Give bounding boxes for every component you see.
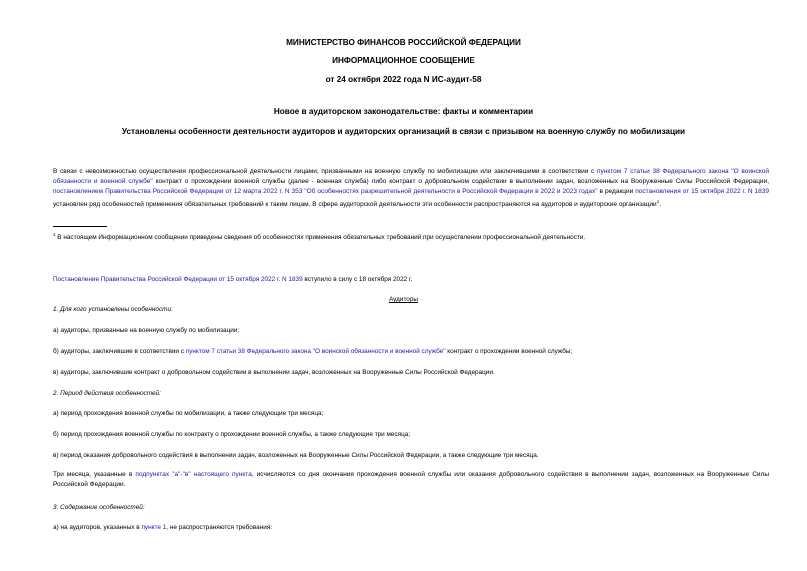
decree-line — [53, 276, 412, 283]
intro-text-4: установлен ряд особенностей применения обязательных требований к таким лицам. В сфере аудиторской деятельности эти особенности распространяются на аудиторов и аудиторские организации — [53, 201, 657, 209]
subpoints-link[interactable]: подпунктах "а"-"в" настоящего пункта — [135, 471, 252, 478]
document-subtitle: Новое в аудиторском законодательстве: факты и комментарии — [273, 107, 534, 116]
period-a: а) период прохождения военной службы по мобилизации, а также следующие три месяца; — [53, 410, 324, 417]
intro-text-2: контракт о прохождении военной службы (далее - военная служба) либо контракт о добровольном содействии в выполнении задач, возложенных на Вооруженные Силы Российской Федерации, — [152, 178, 769, 185]
decree-text: вступило в силу с 18 октября 2022 г. — [302, 276, 413, 283]
section-heading: Аудиторы — [388, 296, 419, 303]
footnote-text: В настоящем Информационном сообщении приведены сведения об особенностях применения обязательных требований при осуществлении профессиональной деятельности. — [57, 234, 586, 242]
item-a: а) аудиторы, призванные на военную службу по мобилизации; — [53, 327, 240, 334]
question-1: 1. Для кого установлены особенности: — [53, 306, 173, 313]
intro-text-5: . — [659, 201, 662, 209]
document-type: ИНФОРМАЦИОННОЕ СООБЩЕНИЕ — [332, 56, 475, 65]
content-a-text-2: , не распространяются требования: — [166, 524, 273, 531]
item-b — [53, 348, 572, 355]
footnote — [53, 232, 585, 241]
item-b-text-1: б) аудиторы, заключившие в соответствии с — [53, 348, 186, 355]
decree-link[interactable]: Постановление Правительства Российской Федерации от 15 октября 2022 г. N 1839 — [53, 276, 303, 283]
content-a-text-1: а) на аудиторов, указанных в — [53, 524, 142, 531]
period-v: в) период оказания добровольного содействия в выполнении задач, возложенных на Вооруженные Силы Российской Федерации, а также следующие три месяца. — [53, 452, 539, 459]
document-title: Установлены особенности деятельности аудиторов и аудиторских организаций в связи с призывом на военную службу по мобилизации — [121, 127, 686, 136]
item-b-text-2: контракт о прохождении военной службы; — [445, 348, 573, 355]
period-b: б) период прохождения военной службы по контракту о прохождении военной службы, а также следующие три месяца; — [53, 431, 411, 438]
terms-text-2: , исчисляются со дня окончания прохождения военной службы или оказания добровольного содействия в выполнении задач, возложенных на Вооруженные Силы Российской Федерации. — [53, 471, 769, 488]
question-2: 2. Период действия особенностей: — [53, 390, 161, 397]
intro-text-1: В связи с невозможностью осуществления профессиональной деятельности лицами, призванными на военную службу по мобилизации или заключившими в соответствии с — [53, 168, 597, 175]
three-months-paragraph — [53, 470, 769, 490]
footnote-mark: 1 — [53, 232, 56, 237]
ministry-heading: МИНИСТЕРСТВО ФИНАНСОВ РОССИЙСКОЙ ФЕДЕРАЦИИ — [286, 38, 521, 47]
footnote-reference[interactable]: 1 — [656, 199, 660, 204]
item-v: в) аудиторы, заключившие контракт о добровольном содействии в выполнении задач, возложенных на Вооруженные Силы Российской Федерации. — [53, 369, 495, 376]
question-3: 3. Содержание особенностей: — [53, 504, 145, 511]
document-date: от 24 октября 2022 года N ИС-аудит-58 — [325, 75, 482, 84]
point-1-link[interactable]: пункте 1 — [141, 524, 167, 531]
item-b-law-link[interactable]: пунктом 7 статьи 38 Федерального закона "О воинской обязанности и военной службе" — [185, 348, 446, 355]
law-link[interactable]: пунктом 7 статьи 38 Федерального закона "О воинской обязанности и военной службе" — [53, 168, 769, 185]
footnote-divider — [53, 226, 107, 227]
intro-text-3: в редакции — [597, 188, 636, 195]
content-a — [53, 524, 272, 531]
decree-353-link[interactable]: постановлением Правительства Российской Федерации от 12 марта 2022 г. N 353 "Об особенностях разрешительной деятельности в Российской Федерации в 2022 и 2023 годах" — [53, 188, 598, 195]
terms-text-1: Три месяца, указанные в — [53, 471, 136, 478]
intro-paragraph — [53, 167, 769, 210]
decree-1839-link[interactable]: постановления от 15 октября 2022 г. N 1839 — [635, 188, 769, 195]
